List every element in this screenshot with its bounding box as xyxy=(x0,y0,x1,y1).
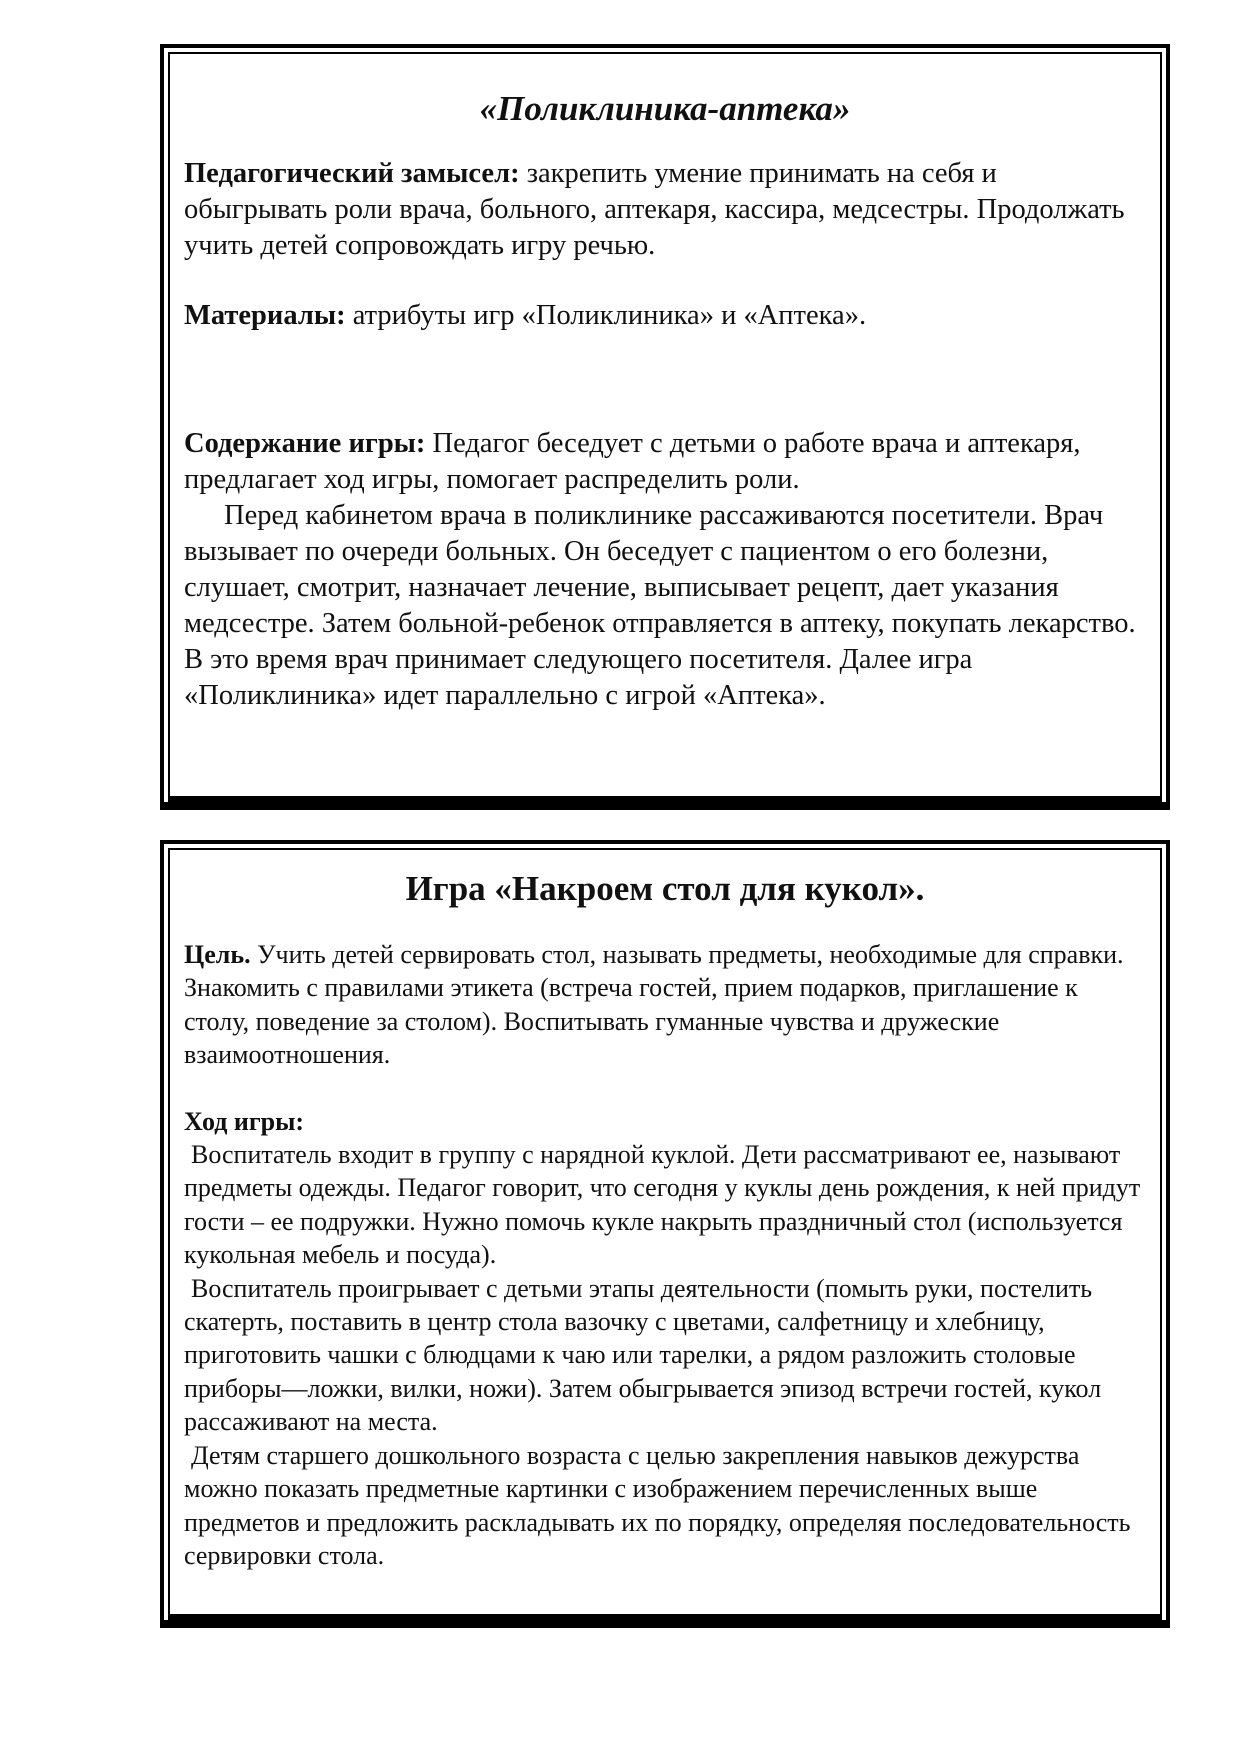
card-polyclinic-pharmacy xyxy=(160,44,1170,810)
content-paragraph: Перед кабинетом врача в поликлинике рассаживаются посетители. Врач вызывает по очереди больных. Он беседует с пациентом о его болезни, слушает, смотрит, назначает лечение, выписывает рецепт, дает указания медсестре. Затем больной-ребенок отправляется в аптеку, покупать лекарство. В это время врач принимает следующего посетителя. Далее игра «Поликлиника» идет параллельно с игрой «Аптека». xyxy=(184,500,1136,711)
progress-paragraph-1: Воспитатель входит в группу с нарядной куклой. Дети рассматривают ее, называют предметы одежды. Педагог говорит, что сегодня у куклы день рождения, к ней придут гости – ее подружки. Нужно помочь кукле накрыть праздничный стол (используется кукольная мебель и посуда). xyxy=(184,1140,1141,1270)
card-dolls-table xyxy=(160,840,1170,1628)
content-text: Педагог беседует с детьми о работе врача и аптекаря, предлагает ход игры, помогает распределить роли. xyxy=(184,428,1081,495)
goal-text: Учить детей сервировать стол, называть предметы, необходимые для справки. Знакомить с правилами этикета (встреча гостей, прием подарков, приглашение к столу, поведение за столом). Воспитывать гуманные чувства и дружеские взаимоотношения. xyxy=(184,940,1124,1070)
card-inner-frame xyxy=(168,848,1162,1620)
progress-label: Ход игры: xyxy=(184,1106,305,1136)
idea-text: закрепить умение принимать на себя и обыгрывать роли врача, больного, аптекаря, кассира, медсестры. Продолжать учить детей сопровождать игру речью. xyxy=(184,158,1125,261)
progress-paragraph-2: Воспитатель проигрывает с детьми этапы деятельности (помыть руки, постелить скатерть, поставить в центр стола вазочку с цветами, салфетницу и хлебницу, приготовить чашки с блюдцами к чаю или тарелки, а рядом разложить столовые приборы—ложки, вилки, ножи). Затем обыгрывается эпизод встречи гостей, кукол рассаживают на места. xyxy=(184,1273,1102,1437)
game-goal xyxy=(184,938,1146,1072)
progress-paragraph-3: Детям старшего дошкольного возраста с целью закрепления навыков дежурства можно показать предметные картинки с изображением перечисленных выше предметов и предложить раскладывать их по порядку, определяя последовательность сервировки стола. xyxy=(184,1440,1131,1570)
idea-label: Педагогический замысел: xyxy=(184,158,520,189)
game-content xyxy=(184,426,1146,498)
materials-label: Материалы: xyxy=(184,300,346,331)
goal-label: Цель. xyxy=(184,940,251,969)
card-title: «Поликлиника-аптека» xyxy=(479,89,851,128)
content-label: Содержание игры: xyxy=(184,428,426,459)
card-title: Игра «Накроем стол для кукол». xyxy=(405,869,925,908)
materials xyxy=(184,298,1146,334)
card-inner-frame xyxy=(168,52,1162,802)
pedagogical-idea xyxy=(184,156,1146,264)
materials-text: атрибуты игр «Поликлиника» и «Аптека». xyxy=(345,300,867,331)
